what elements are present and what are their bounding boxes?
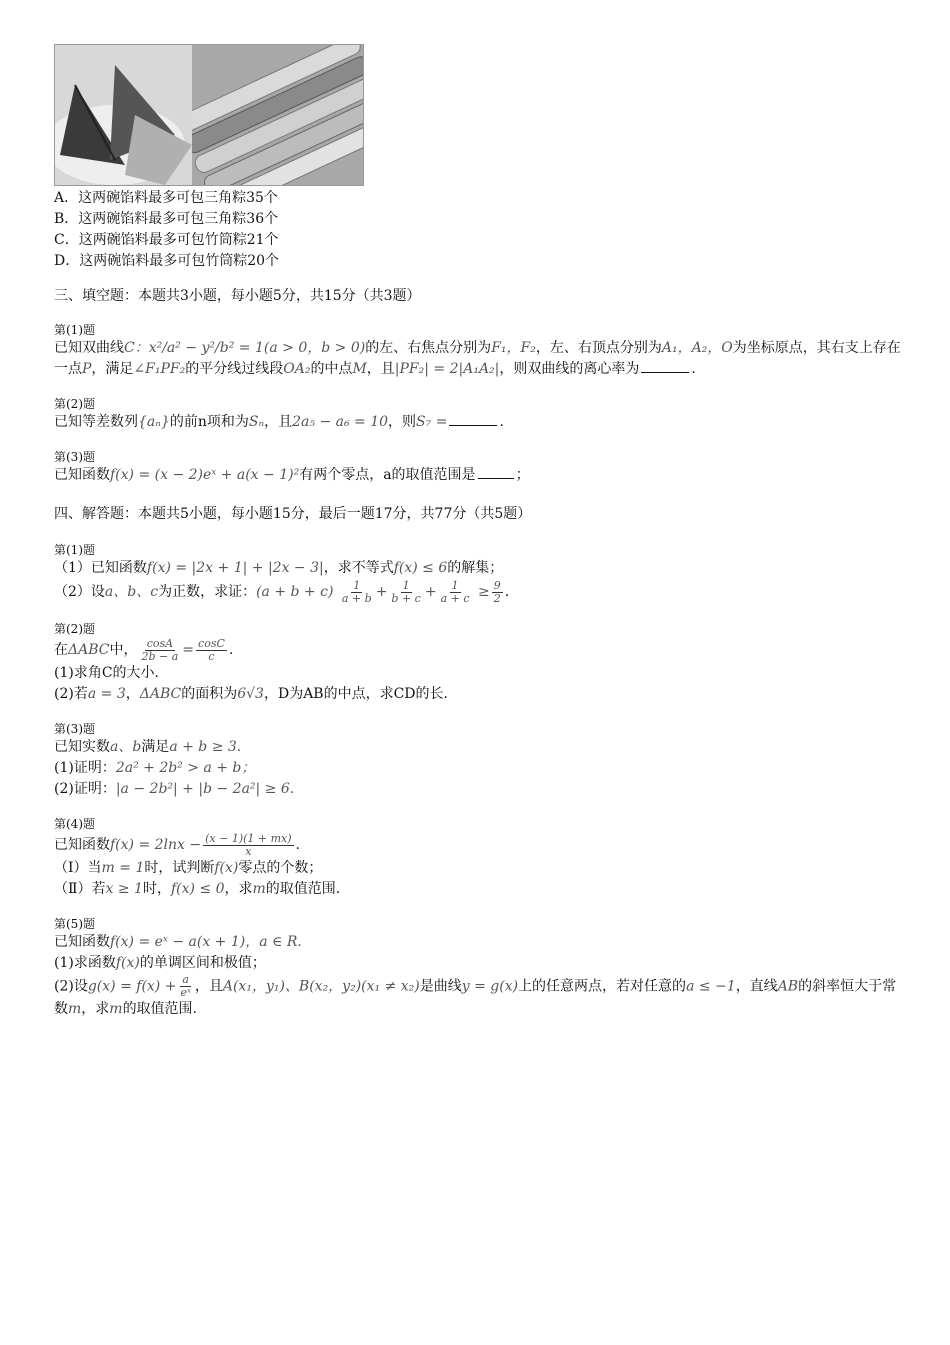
text: （Ⅱ）若 xyxy=(54,881,106,897)
math: f(x) ≤ 0 xyxy=(170,881,225,897)
text: ，则双曲线的离心率为 xyxy=(499,361,640,377)
text: ，则 xyxy=(388,414,417,430)
math: F₁，F₂ xyxy=(491,340,536,356)
text: 中， xyxy=(109,642,138,658)
solve-q1-line2: （2）设a、b、c为正数，求证：(a + b + c) $\frac{1}{a + b}$ + $\frac{1}{b + c}$ + $\frac{1}{a + c}$ ≥ $\frac{9}{2}$ . xyxy=(54,578,510,605)
math: m xyxy=(252,881,266,897)
fraction xyxy=(203,833,293,858)
text: 上的任意两点，若对任意的 xyxy=(518,978,687,995)
section-solution-title: 四、解答题：本题共5小题，每小题15分，最后一题17分，共77分（共5题） xyxy=(54,506,532,522)
text: . xyxy=(499,414,504,430)
math: C：x²/a² − y²/b² = 1(a > 0，b > 0) xyxy=(124,340,366,356)
math: |PF₂| = 2|A₁A₂| xyxy=(394,361,500,377)
text: 已知实数 xyxy=(54,739,110,755)
text: 已知双曲线 xyxy=(54,340,124,356)
text: ，左、右顶点分别为 xyxy=(535,340,662,356)
math: f(x) = eˣ − a(x + 1)，a ∈ R. xyxy=(110,934,302,950)
math: (a + b + c) xyxy=(256,584,334,600)
math: ΔABC xyxy=(68,642,110,658)
denominator: 2 xyxy=(493,591,501,605)
text: 的单调区间和极值； xyxy=(139,955,266,971)
solve-q1-heading: 第(1)题 xyxy=(54,543,95,557)
text: . xyxy=(504,584,510,600)
text: 的平分线过线段 xyxy=(185,361,284,377)
text: 数 xyxy=(54,1001,68,1017)
text: 已知函数 xyxy=(54,837,110,853)
math: g(x) = f(x) + xyxy=(87,978,177,995)
math: M xyxy=(352,361,367,377)
solve-q2-line3 xyxy=(54,684,904,705)
text: 已知等差数列 xyxy=(54,414,138,430)
fraction xyxy=(178,974,192,999)
text: （1）已知函数 xyxy=(54,560,147,576)
solve-q5-line4 xyxy=(54,999,904,1020)
numerator: (x − 1)(1 + mx) xyxy=(205,831,292,845)
text: 时，试判断 xyxy=(144,860,215,876)
solve-q3-line2 xyxy=(54,758,904,779)
solve-q2-line1 xyxy=(54,637,904,663)
denominator: b + c xyxy=(391,591,421,605)
text: . xyxy=(295,837,300,853)
denominator: 2b − a xyxy=(141,649,179,663)
text: (1)证明： xyxy=(54,760,116,776)
math: AB xyxy=(777,978,799,995)
solve-q3-heading: 第(3)题 xyxy=(54,722,95,736)
text: 的前n项和为 xyxy=(169,414,249,430)
fill-q2-heading: 第(2)题 xyxy=(54,397,95,411)
document-page xyxy=(54,44,904,1020)
denominator: a + b xyxy=(341,591,372,605)
math: = xyxy=(182,642,195,658)
fill-q3-heading: 第(3)题 xyxy=(54,450,95,464)
denominator: a + c xyxy=(440,591,470,605)
fill-q1-line2 xyxy=(54,359,904,380)
text: ，且 xyxy=(264,414,293,430)
text: ； xyxy=(515,467,530,483)
solve-q2-line2: (1)求角C的大小. xyxy=(54,665,159,681)
text: ，且 xyxy=(366,361,395,377)
option-d: D．这两碗馅料最多可包竹筒粽20个 xyxy=(54,253,280,269)
math: Sₙ xyxy=(248,414,265,430)
solve-q4-line2 xyxy=(54,858,904,879)
text: 的中点 xyxy=(310,361,353,377)
fraction xyxy=(492,580,503,605)
answer-blank xyxy=(478,466,514,479)
text: . xyxy=(691,361,696,377)
numerator: 9 xyxy=(493,578,501,592)
text: 满足 xyxy=(141,739,170,755)
text: 一点 xyxy=(54,361,82,377)
math: a + b ≥ 3. xyxy=(169,739,242,755)
text: 已知函数 xyxy=(54,934,110,950)
fraction xyxy=(389,580,422,605)
solve-q2-heading: 第(2)题 xyxy=(54,622,95,636)
section-fill-blank-title: 三、填空题：本题共3小题，每小题5分，共15分（共3题） xyxy=(54,288,421,304)
text: ，求不等式 xyxy=(323,560,394,576)
math: a、b、c xyxy=(104,584,159,600)
fill-q3-line xyxy=(54,465,904,486)
solve-q3-line1 xyxy=(54,737,904,758)
text: ，满足 xyxy=(91,361,134,377)
math: m xyxy=(109,1001,123,1017)
math: a ≤ −1 xyxy=(686,978,736,995)
text: （Ⅰ）当 xyxy=(54,860,102,876)
math: f(x) = 2lnx − xyxy=(110,837,202,853)
text: 为坐标原点，其右支上存在 xyxy=(732,340,901,356)
math: f(x) = (x − 2)eˣ + a(x − 1)² xyxy=(110,467,300,483)
text: 是曲线 xyxy=(419,978,462,995)
fraction xyxy=(340,580,374,605)
text: ，D为AB的中点，求CD的长. xyxy=(263,686,448,702)
fraction xyxy=(139,638,180,663)
math: A(x₁，y₁)、B(x₂，y₂)(x₁ ≠ x₂) xyxy=(222,978,420,995)
option-c: C．这两碗馅料最多可包竹筒粽21个 xyxy=(54,232,279,248)
math: A₁，A₂，O xyxy=(661,340,733,356)
math: OA₂ xyxy=(283,361,311,377)
numerator: 1 xyxy=(353,578,361,592)
answer-blank xyxy=(449,413,497,426)
solve-q4-line3 xyxy=(54,879,904,900)
denominator: x xyxy=(245,844,252,858)
option-a: A．这两碗馅料最多可包三角粽35个 xyxy=(54,190,278,206)
text: 时， xyxy=(142,881,171,897)
text: ，且 xyxy=(194,978,223,995)
text: ，求 xyxy=(81,1001,110,1017)
denominator: eˣ xyxy=(180,986,191,999)
math: {aₙ} xyxy=(138,414,170,430)
numerator: 1 xyxy=(402,578,410,592)
text: 的取值范围. xyxy=(265,881,341,897)
text: （2）设 xyxy=(54,584,105,600)
solve-q4-heading: 第(4)题 xyxy=(54,817,95,831)
text: ， xyxy=(125,686,140,702)
math: f(x) ≤ 6 xyxy=(393,560,448,576)
solve-q5-line3 xyxy=(54,974,904,999)
math: |a − 2b²| + |b − 2a²| ≥ 6. xyxy=(115,781,295,797)
math: ∠F₁PF₂ xyxy=(133,361,186,377)
math: f(x) xyxy=(214,860,239,876)
solve-q5-line1 xyxy=(54,932,904,953)
math: m = 1 xyxy=(101,860,145,876)
solve-q1-line1 xyxy=(54,558,904,579)
math: f(x) = |2x + 1| + |2x − 3| xyxy=(146,560,324,576)
bamboo-tube-zongzi-image xyxy=(192,45,363,185)
math: 2a² + 2b² > a + b； xyxy=(115,760,256,776)
math: 2a₅ − a₆ = 10 xyxy=(292,414,389,430)
text: 的斜率恒大于常 xyxy=(798,978,897,995)
fraction xyxy=(439,580,472,605)
text: 有两个零点，a的取值范围是 xyxy=(299,467,476,483)
math: a = 3 xyxy=(87,686,126,702)
text: 零点的个数； xyxy=(238,860,323,876)
answer-blank xyxy=(641,360,689,373)
fill-q1-heading: 第(1)题 xyxy=(54,323,95,337)
zongzi-photo xyxy=(54,44,364,186)
text: 的取值范围. xyxy=(122,1001,198,1017)
math: S₇ = xyxy=(416,414,448,430)
solve-q5-heading: 第(5)题 xyxy=(54,917,95,931)
math: a、b xyxy=(110,739,142,755)
math: m xyxy=(68,1001,82,1017)
numerator: 1 xyxy=(451,578,459,592)
math: ΔABC xyxy=(139,686,182,702)
solve-q4-line1 xyxy=(54,832,904,858)
text: 的解集； xyxy=(447,560,504,576)
math: 6√3 xyxy=(237,686,264,702)
triangular-zongzi-image xyxy=(55,45,192,185)
solve-q3-line3 xyxy=(54,779,904,800)
text: . xyxy=(228,642,234,658)
numerator: a xyxy=(182,973,189,986)
math: x ≥ 1 xyxy=(105,881,143,897)
text: 已知函数 xyxy=(54,467,110,483)
answer-options xyxy=(54,188,904,272)
text: 为正数，求证： xyxy=(158,584,257,600)
fill-q2-line xyxy=(54,412,904,433)
math: f(x) xyxy=(115,955,140,971)
text: ，求 xyxy=(224,881,253,897)
text: (2)证明： xyxy=(54,781,116,797)
text: 的左、右焦点分别为 xyxy=(365,340,492,356)
fraction xyxy=(196,638,227,663)
text: (2)若 xyxy=(54,686,88,702)
numerator: cosA xyxy=(146,636,174,650)
text: (1)求函数 xyxy=(54,955,116,971)
option-b: B．这两碗馅料最多可包三角粽36个 xyxy=(54,211,279,227)
fill-q1-line1 xyxy=(54,338,904,359)
numerator: cosC xyxy=(198,636,225,650)
denominator: c xyxy=(208,649,215,663)
text: 在 xyxy=(54,642,68,658)
text: (2)设 xyxy=(54,978,88,995)
text: 的面积为 xyxy=(181,686,238,702)
solve-q5-line2 xyxy=(54,953,904,974)
math: P xyxy=(82,361,92,377)
text: ，直线 xyxy=(735,978,778,995)
math: ≥ xyxy=(477,584,490,600)
math: y = g(x) xyxy=(461,978,519,995)
